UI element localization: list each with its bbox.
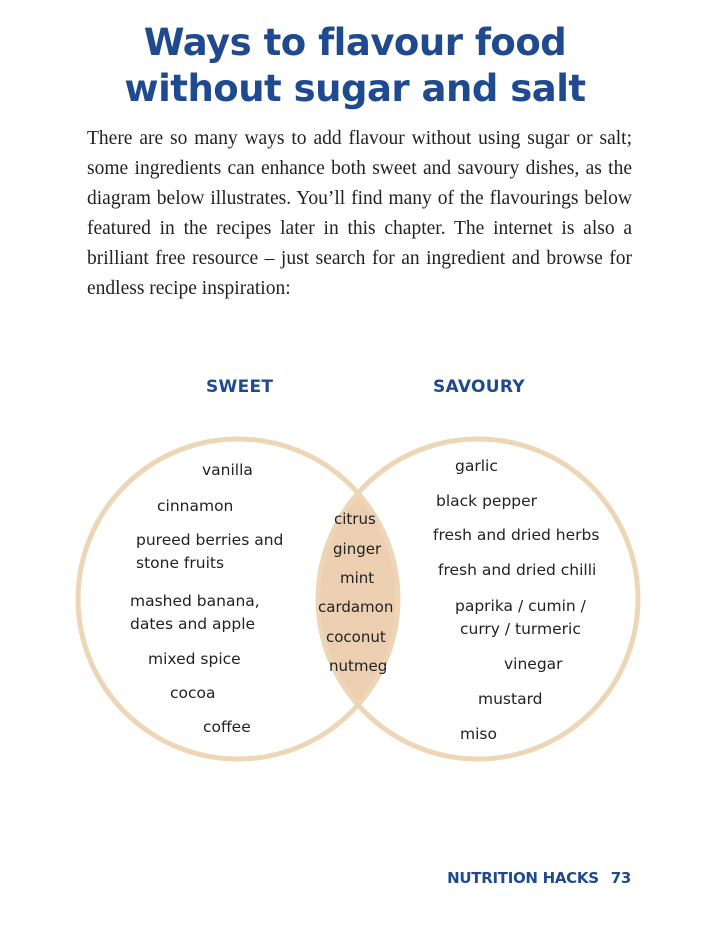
savoury-item: fresh and dried chilli — [438, 561, 597, 579]
savoury-item: black pepper — [436, 492, 538, 510]
shared-item: cardamon — [318, 598, 394, 616]
savoury-item: miso — [460, 725, 497, 743]
shared-item: mint — [340, 569, 375, 587]
intro-paragraph: There are so many ways to add flavour without using sugar or salt; some ingredients can enhance both sweet and savoury dishes, as the diagram below illustrates. You’ll find many of the flavourings below featured in the recipes later in this chapter. The internet is also a brilliant free resource – just search for an ingredient and browse for endless recipe inspiration: — [87, 128, 632, 299]
sweet-item: mixed spice — [148, 650, 241, 668]
savoury-item: mustard — [478, 690, 543, 708]
shared-item: coconut — [326, 628, 386, 646]
savoury-item: fresh and dried herbs — [433, 526, 600, 544]
savoury-item: vinegar — [504, 655, 563, 673]
shared-item: ginger — [333, 540, 382, 558]
shared-item: nutmeg — [329, 657, 388, 675]
savoury-item: garlic — [455, 457, 498, 475]
page-number: 73 — [610, 869, 631, 887]
savoury-item: paprika / cumin / curry / turmeric — [455, 597, 586, 638]
sweet-set-label: SWEET — [206, 377, 274, 397]
footer-section-title: NUTRITION HACKS — [447, 869, 599, 887]
sweet-item: cocoa — [170, 684, 216, 702]
sweet-item: vanilla — [202, 461, 253, 479]
sweet-item: pureed berries and stone fruits — [136, 531, 284, 572]
page-footer — [447, 869, 631, 887]
sweet-item: coffee — [203, 718, 251, 736]
sweet-item: cinnamon — [157, 497, 234, 515]
sweet-item: mashed banana, dates and apple — [130, 592, 260, 633]
title-line-1: Ways to flavour food — [143, 21, 567, 64]
title-line-2: without sugar and salt — [124, 67, 586, 110]
shared-item: citrus — [334, 510, 376, 528]
savoury-set-label: SAVOURY — [433, 377, 525, 397]
